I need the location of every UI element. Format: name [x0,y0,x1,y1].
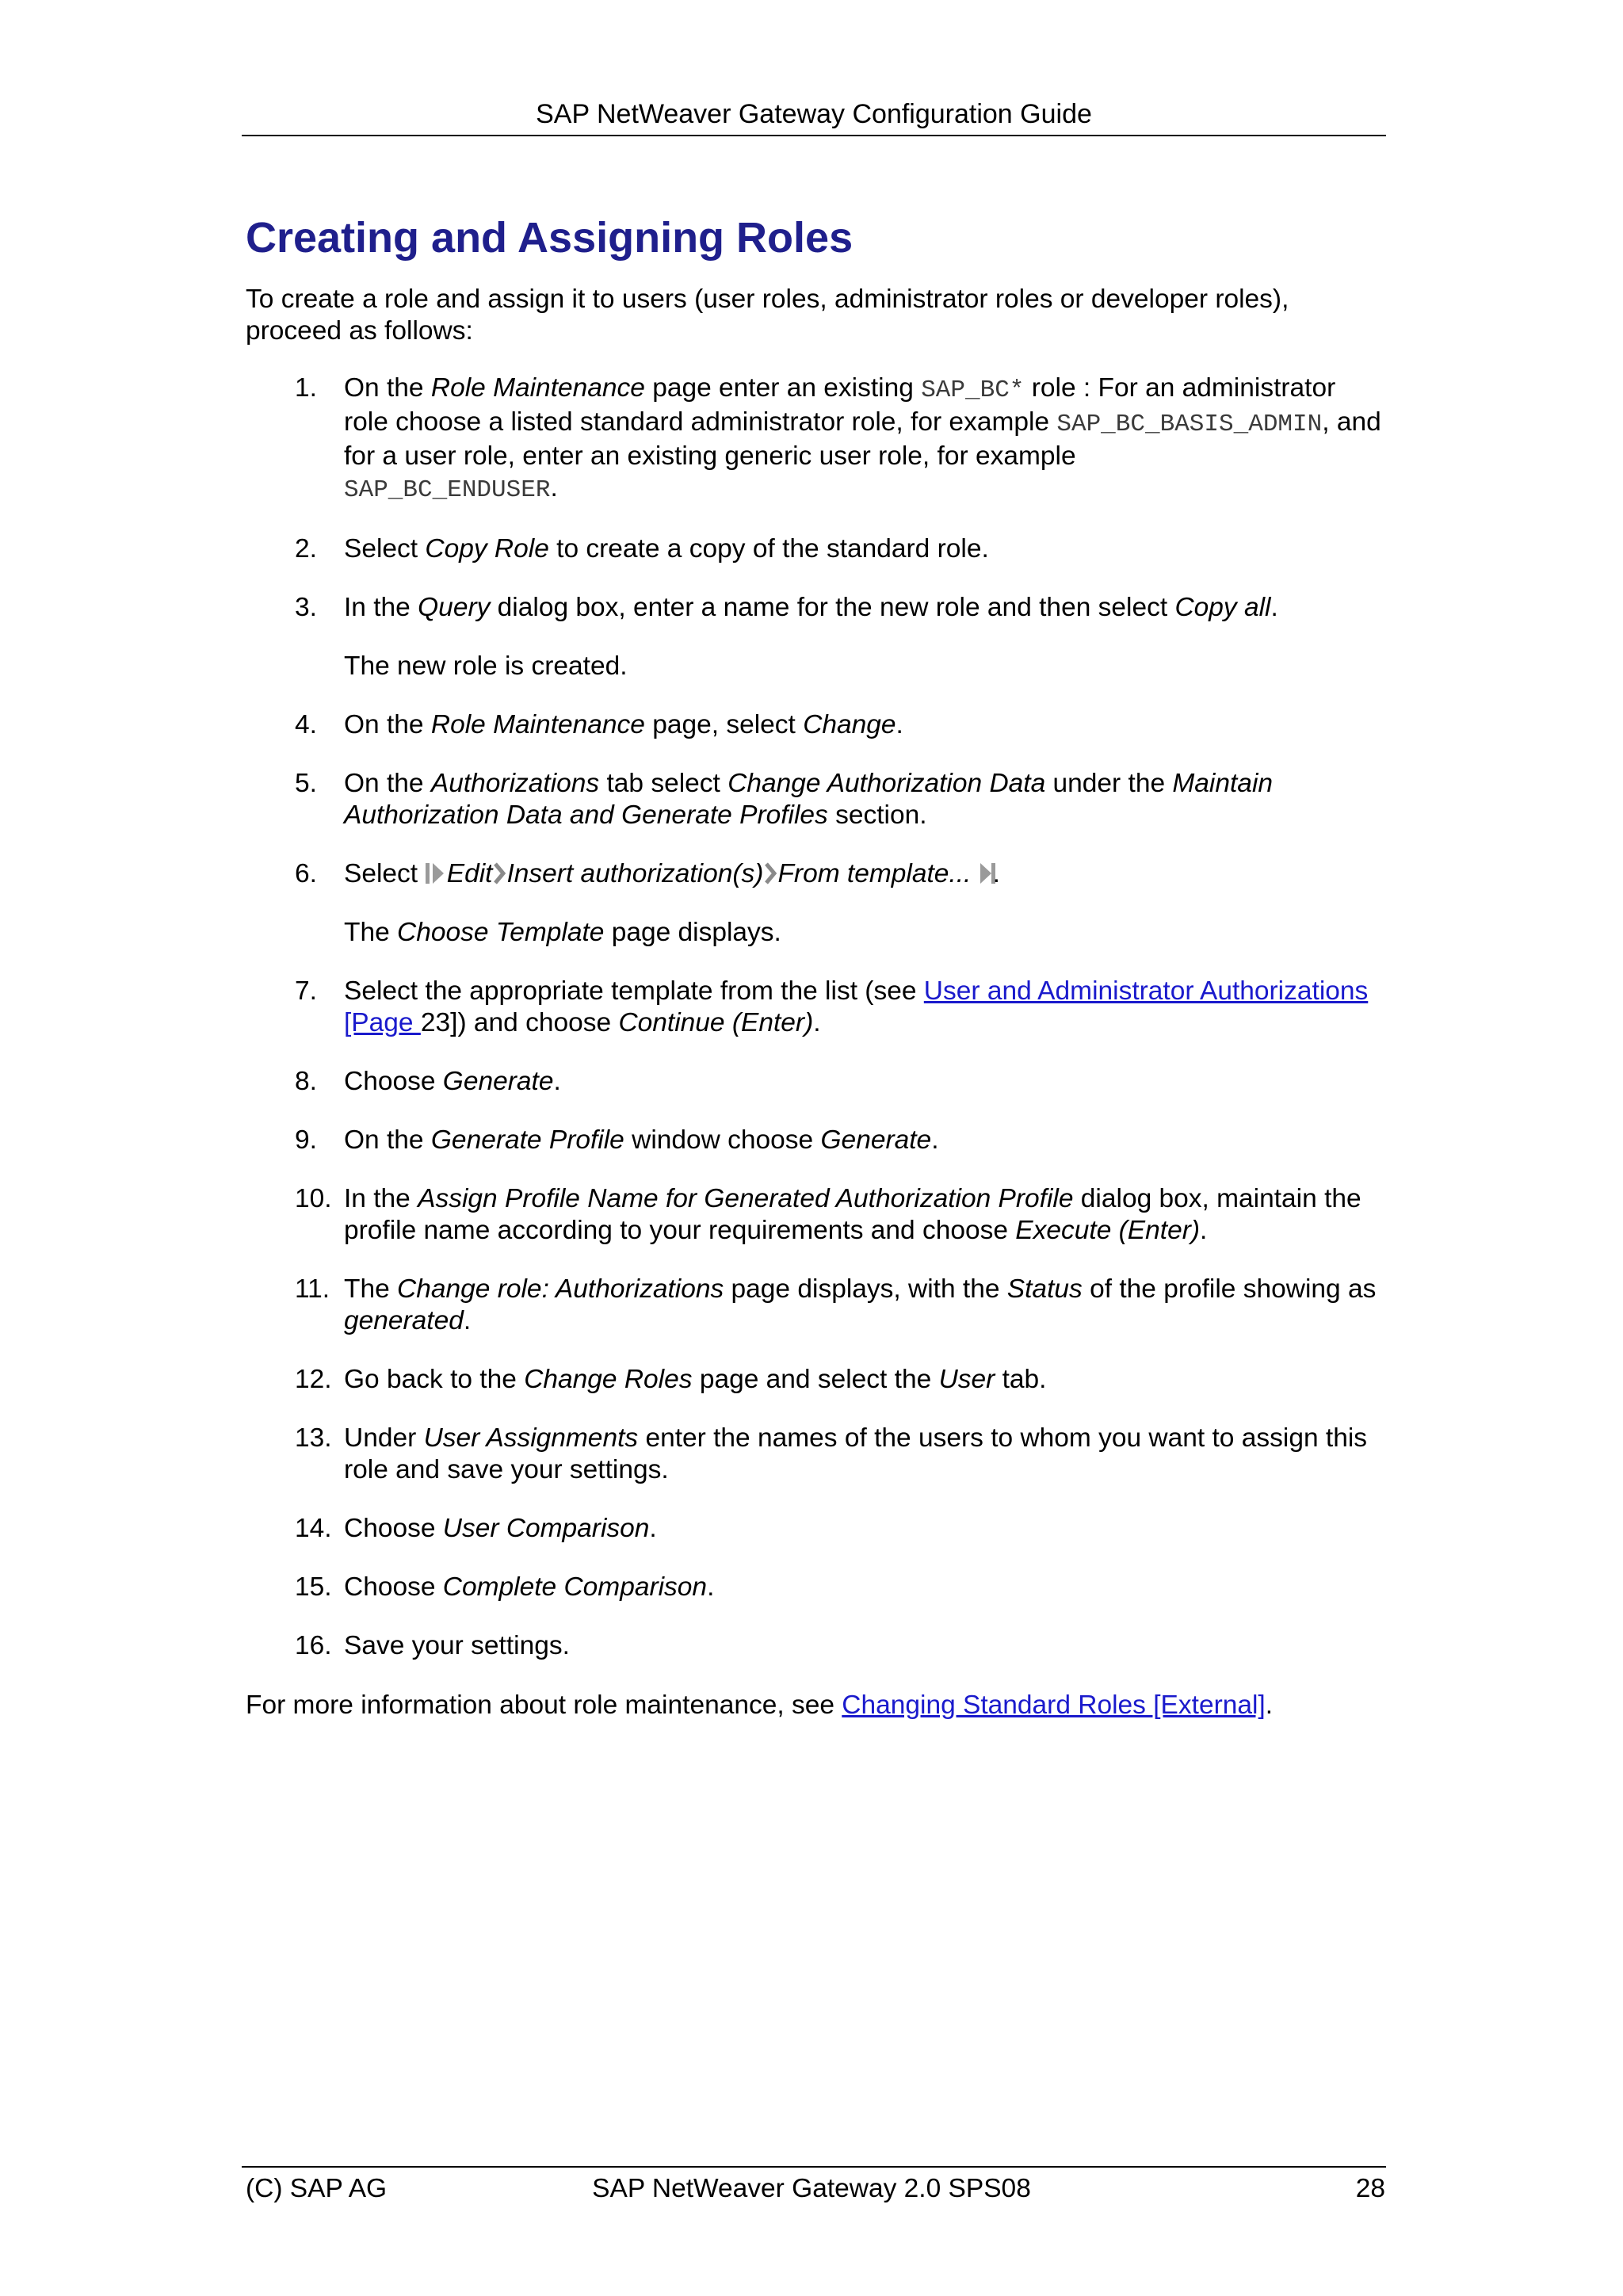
ui-term: Assign Profile Name for Generated Authorization Profile [418,1184,1074,1213]
step-text: page, select [644,710,804,739]
code-role-name: SAP_BC* [921,376,1025,404]
step-8 [246,1066,1387,1098]
step-number: 14. [295,1514,332,1543]
step-number: 11. [295,1274,330,1304]
step-text: On the [344,710,431,739]
link-text[interactable]: User and Administrator Authorizations [Page [344,976,1369,1037]
step-number: 4. [295,710,317,739]
step-12 [246,1364,1387,1396]
step-2 [246,533,1387,565]
step-text: On the [344,1125,431,1155]
step-text: Under [344,1423,424,1453]
ui-term: Generate Profile [430,1125,624,1155]
ui-term: Continue (Enter) [618,1008,814,1037]
step-text: page and select the [692,1365,939,1394]
step-number: 3. [295,593,317,622]
ui-term: Execute (Enter) [1015,1216,1201,1245]
step-text: . [931,1125,939,1155]
closing-paragraph [246,1690,1387,1721]
step-text: Choose [344,1514,443,1543]
step-number: 2. [295,534,317,563]
step-text: tab. [995,1365,1047,1394]
step-11 [246,1274,1387,1337]
step-15 [246,1572,1387,1603]
step-text: dialog box, maintain the profile name according to your requirements and choose [344,1184,1361,1245]
step-number: 5. [295,769,317,798]
step-number: 13. [295,1423,332,1453]
step-result-note: The new role is created. [344,651,628,681]
step-text: . [992,859,1000,888]
menu-end-arrow-icon [979,861,993,885]
menu-separator-arrow-icon [492,861,506,885]
footer-page-number: 28 [1355,2174,1385,2203]
step-text: role : For an administrator role choose a listed standard administrator role, for example [344,373,1336,437]
step-text: page enter an existing [644,373,922,403]
step-text: Go back to the [344,1365,525,1394]
note-text: The [344,918,398,947]
changing-standard-roles-link[interactable]: Changing Standard Roles [External] [842,1690,1266,1720]
step-text: enter the names of the users to whom you want to assign this role and save your settings. [344,1423,1368,1484]
step-number: 7. [295,976,317,1006]
step-number: 10. [295,1184,332,1213]
ui-term: Generate [442,1067,554,1096]
step-text: window choose [624,1125,821,1155]
step-text: page displays, with the [724,1274,1007,1304]
step-text: . [649,1514,657,1543]
step-4 [246,709,1387,741]
step-text: In the [344,593,418,622]
step-text: The [344,1274,398,1304]
step-number: 8. [295,1067,317,1096]
step-text: On the [344,769,431,798]
menu-path-item: Edit [446,859,493,888]
menu-start-arrow-icon [425,861,439,885]
step-text: In the [344,1184,418,1213]
step-text: . [463,1306,472,1335]
page-reference: 23] [420,1008,458,1037]
ui-term: Copy Role [425,534,549,563]
step-text: . [813,1008,821,1037]
step-text: . [707,1572,715,1602]
code-role-name: SAP_BC_ENDUSER [344,476,551,504]
closing-text: For more information about role maintenance, see [246,1690,842,1720]
intro-paragraph: To create a role and assign it to users (user roles, administrator roles or developer roles), proceed as follows: [246,285,1289,346]
ui-term: Query [418,593,491,622]
step-text: Select [344,534,426,563]
step-text: . [1270,593,1278,622]
step-text: . [553,1067,561,1096]
menu-path-item: Insert authorization(s) [506,859,764,888]
step-text: to create a copy of the standard role. [548,534,989,563]
menu-separator-arrow-icon [763,861,777,885]
step-7 [246,976,1387,1039]
step-text: of the profile showing as [1082,1274,1377,1304]
step-text: Select [344,859,426,888]
step-text: , and for a user role, enter an existing generic user role, for example [344,407,1381,471]
step-text: On the [344,373,431,403]
step-text: section. [827,800,927,830]
note-text: page displays. [604,918,781,947]
ui-term: Generate [820,1125,932,1155]
step-13 [246,1423,1387,1486]
ui-term: Complete Comparison [442,1572,708,1602]
footer-rule [242,2166,1386,2168]
ui-term: Change [803,710,896,739]
ui-term: Change role: Authorizations [397,1274,724,1304]
step-number: 12. [295,1365,332,1394]
ui-term: Status [1006,1274,1083,1304]
menu-path-item: From template... [777,859,972,888]
step-text: . [896,710,903,739]
step-number: 6. [295,859,317,888]
ui-term: Copy all [1174,593,1271,622]
footer-copyright: (C) SAP AG [246,2174,388,2203]
step-text: Choose [344,1572,443,1602]
footer-product: SAP NetWeaver Gateway 2.0 SPS08 [592,2174,1031,2203]
step-9 [246,1125,1387,1156]
ui-term: Change Authorization Data [727,769,1046,798]
step-text: under the [1045,769,1173,798]
step-text: dialog box, enter a name for the new role and then select [490,593,1175,622]
step-number: 1. [295,373,317,403]
step-14 [246,1513,1387,1545]
closing-text: . [1265,1690,1274,1720]
step-6 [246,858,1387,949]
procedure-steps [246,372,1387,1689]
step-result-note [344,917,1387,949]
step-text: . [1200,1216,1208,1245]
ui-term: User Assignments [423,1423,639,1453]
code-role-name: SAP_BC_BASIS_ADMIN [1056,411,1323,438]
step-text: . [550,473,558,502]
step-text: Choose [344,1067,443,1096]
step-number: 9. [295,1125,317,1155]
ui-term: Authorizations [430,769,600,798]
step-text: Save your settings. [344,1631,570,1660]
ui-term: User [938,1365,995,1394]
step-text: ) and choose [457,1008,619,1037]
ui-term: Change Roles [524,1365,693,1394]
ui-term: Role Maintenance [430,710,645,739]
step-3 [246,592,1387,682]
ui-term: generated [344,1306,464,1335]
step-text: Select the appropriate template from the list (see [344,976,924,1006]
ui-term: Maintain Authorization Data and Generate Profiles [344,769,1274,830]
step-5 [246,768,1387,831]
step-16 [246,1630,1387,1662]
section-title: Creating and Assigning Roles [246,214,854,262]
step-10 [246,1183,1387,1247]
ui-term: Role Maintenance [430,373,645,403]
step-number: 15. [295,1572,332,1602]
running-header: SAP NetWeaver Gateway Configuration Guide [242,94,1386,136]
ui-term: User Comparison [442,1514,650,1543]
step-number: 16. [295,1631,332,1660]
step-text: tab select [599,769,728,798]
ui-term: Choose Template [397,918,605,947]
step-1 [246,372,1387,506]
